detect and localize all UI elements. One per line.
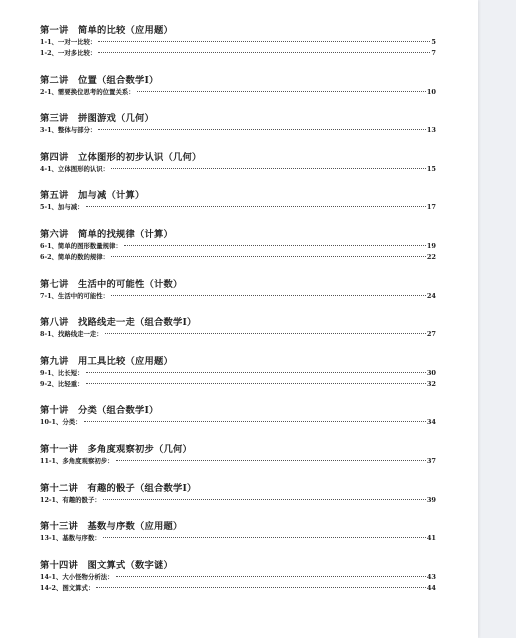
entry-page-number: 44 bbox=[426, 583, 436, 592]
table-of-contents bbox=[40, 24, 436, 594]
toc-entry bbox=[40, 417, 436, 428]
entry-label: 9-1、比长短： bbox=[40, 368, 84, 377]
section-title: 第五讲 加与减（计算） bbox=[40, 190, 145, 202]
dot-leader bbox=[98, 129, 426, 130]
dot-leader bbox=[111, 168, 426, 169]
entry-label: 6-1、简单的图形数量规律： bbox=[40, 241, 122, 250]
entry-label: 12-1、有趣的骰子： bbox=[40, 495, 101, 504]
toc-section bbox=[40, 151, 436, 175]
section-title: 第十一讲 多角度观察初步（几何） bbox=[40, 443, 192, 455]
section-title: 第六讲 简单的找规律（计算） bbox=[40, 228, 173, 240]
toc-entry bbox=[40, 495, 436, 506]
entry-label: 4-1、立体图形的认识： bbox=[40, 164, 110, 173]
entry-label: 5-1、加与减： bbox=[40, 203, 84, 212]
entry-page-number: 39 bbox=[426, 495, 436, 504]
toc-entry bbox=[40, 291, 436, 302]
section-title: 第二讲 位置（组合数学Ⅰ） bbox=[40, 74, 159, 86]
toc-section bbox=[40, 24, 436, 59]
toc-section bbox=[40, 316, 436, 340]
section-title: 第一讲 简单的比较（应用题） bbox=[40, 25, 173, 36]
entry-label: 10-1、分类： bbox=[40, 418, 82, 427]
toc-entry bbox=[40, 125, 436, 136]
toc-section bbox=[40, 520, 436, 544]
toc-section bbox=[40, 228, 436, 263]
section-title: 第十三讲 基数与序数（应用题） bbox=[40, 521, 183, 533]
dot-leader bbox=[111, 295, 426, 296]
entry-page-number: 37 bbox=[426, 456, 436, 465]
toc-section bbox=[40, 443, 436, 467]
entry-page-number: 19 bbox=[426, 241, 436, 250]
entry-page-number: 30 bbox=[426, 368, 436, 377]
entry-page-number: 13 bbox=[426, 126, 436, 135]
entry-page-number: 43 bbox=[426, 572, 436, 581]
entry-page-number: 34 bbox=[426, 418, 436, 427]
entry-page-number: 27 bbox=[426, 330, 436, 339]
toc-section bbox=[40, 559, 436, 594]
toc-section bbox=[40, 112, 436, 136]
dot-leader bbox=[111, 256, 426, 257]
dot-leader bbox=[116, 460, 426, 461]
toc-entry bbox=[40, 37, 436, 48]
dot-leader bbox=[103, 499, 426, 500]
entry-label: 7-1、生活中的可能性： bbox=[40, 291, 110, 300]
dot-leader bbox=[124, 245, 426, 246]
toc-entry bbox=[40, 583, 436, 594]
toc-section bbox=[40, 404, 436, 428]
section-title: 第十二讲 有趣的骰子（组合数学Ⅰ） bbox=[40, 482, 197, 494]
toc-entry bbox=[40, 252, 436, 263]
dot-leader bbox=[98, 52, 430, 53]
toc-entry bbox=[40, 241, 436, 252]
toc-section bbox=[40, 355, 436, 390]
toc-entry bbox=[40, 533, 436, 544]
dot-leader bbox=[103, 537, 426, 538]
toc-entry bbox=[40, 572, 436, 583]
entry-page-number: 10 bbox=[426, 87, 436, 96]
dot-leader bbox=[137, 91, 426, 92]
section-title: 第八讲 找路线走一走（组合数学Ⅰ） bbox=[40, 317, 197, 329]
entry-label: 14-2、图文算式： bbox=[40, 583, 95, 592]
entry-page-number: 41 bbox=[426, 534, 436, 543]
entry-label: 6-2、简单的数的规律： bbox=[40, 252, 110, 261]
dot-leader bbox=[86, 372, 426, 373]
entry-page-number: 17 bbox=[426, 203, 436, 212]
toc-section bbox=[40, 278, 436, 302]
section-title: 第九讲 用工具比较（应用题） bbox=[40, 355, 173, 367]
toc-entry bbox=[40, 202, 436, 213]
toc-section bbox=[40, 189, 436, 213]
toc-entry bbox=[40, 379, 436, 390]
entry-label: 1-2、一对多比较： bbox=[40, 49, 97, 57]
section-title: 第三讲 拼图游戏（几何） bbox=[40, 113, 154, 125]
toc-entry bbox=[40, 87, 436, 98]
entry-label: 2-1、需要换位思考的位置关系： bbox=[40, 87, 135, 96]
toc-entry bbox=[40, 48, 436, 59]
entry-label: 3-1、整体与部分： bbox=[40, 126, 97, 135]
section-title: 第十讲 分类（组合数学Ⅰ） bbox=[40, 405, 159, 417]
section-title: 第七讲 生活中的可能性（计数） bbox=[40, 278, 183, 290]
entry-label: 1-1、一对一比较： bbox=[40, 38, 97, 46]
entry-page-number: 5 bbox=[431, 38, 436, 46]
entry-page-number: 15 bbox=[426, 164, 436, 173]
dot-leader bbox=[96, 587, 425, 588]
toc-entry bbox=[40, 164, 436, 175]
section-title: 第十四讲 图文算式（数字谜） bbox=[40, 559, 173, 571]
dot-leader bbox=[105, 333, 426, 334]
entry-label: 13-1、基数与序数： bbox=[40, 534, 101, 543]
entry-label: 9-2、比轻重： bbox=[40, 379, 84, 388]
toc-entry bbox=[40, 368, 436, 379]
entry-page-number: 7 bbox=[431, 49, 436, 57]
dot-leader bbox=[84, 421, 426, 422]
toc-section bbox=[40, 74, 436, 98]
entry-label: 8-1、找路线走一走： bbox=[40, 330, 103, 339]
entry-page-number: 24 bbox=[426, 291, 436, 300]
toc-entry bbox=[40, 456, 436, 467]
section-title: 第四讲 立体图形的初步认识（几何） bbox=[40, 151, 202, 163]
dot-leader bbox=[98, 41, 430, 42]
entry-label: 11-1、多角度观察初步： bbox=[40, 456, 114, 465]
dot-leader bbox=[86, 383, 426, 384]
dot-leader bbox=[116, 576, 426, 577]
toc-section bbox=[40, 482, 436, 506]
entry-page-number: 22 bbox=[426, 252, 436, 261]
entry-page-number: 32 bbox=[426, 379, 436, 388]
dot-leader bbox=[86, 206, 426, 207]
toc-entry bbox=[40, 329, 436, 340]
entry-label: 14-1、大小怪物分析法： bbox=[40, 572, 114, 581]
